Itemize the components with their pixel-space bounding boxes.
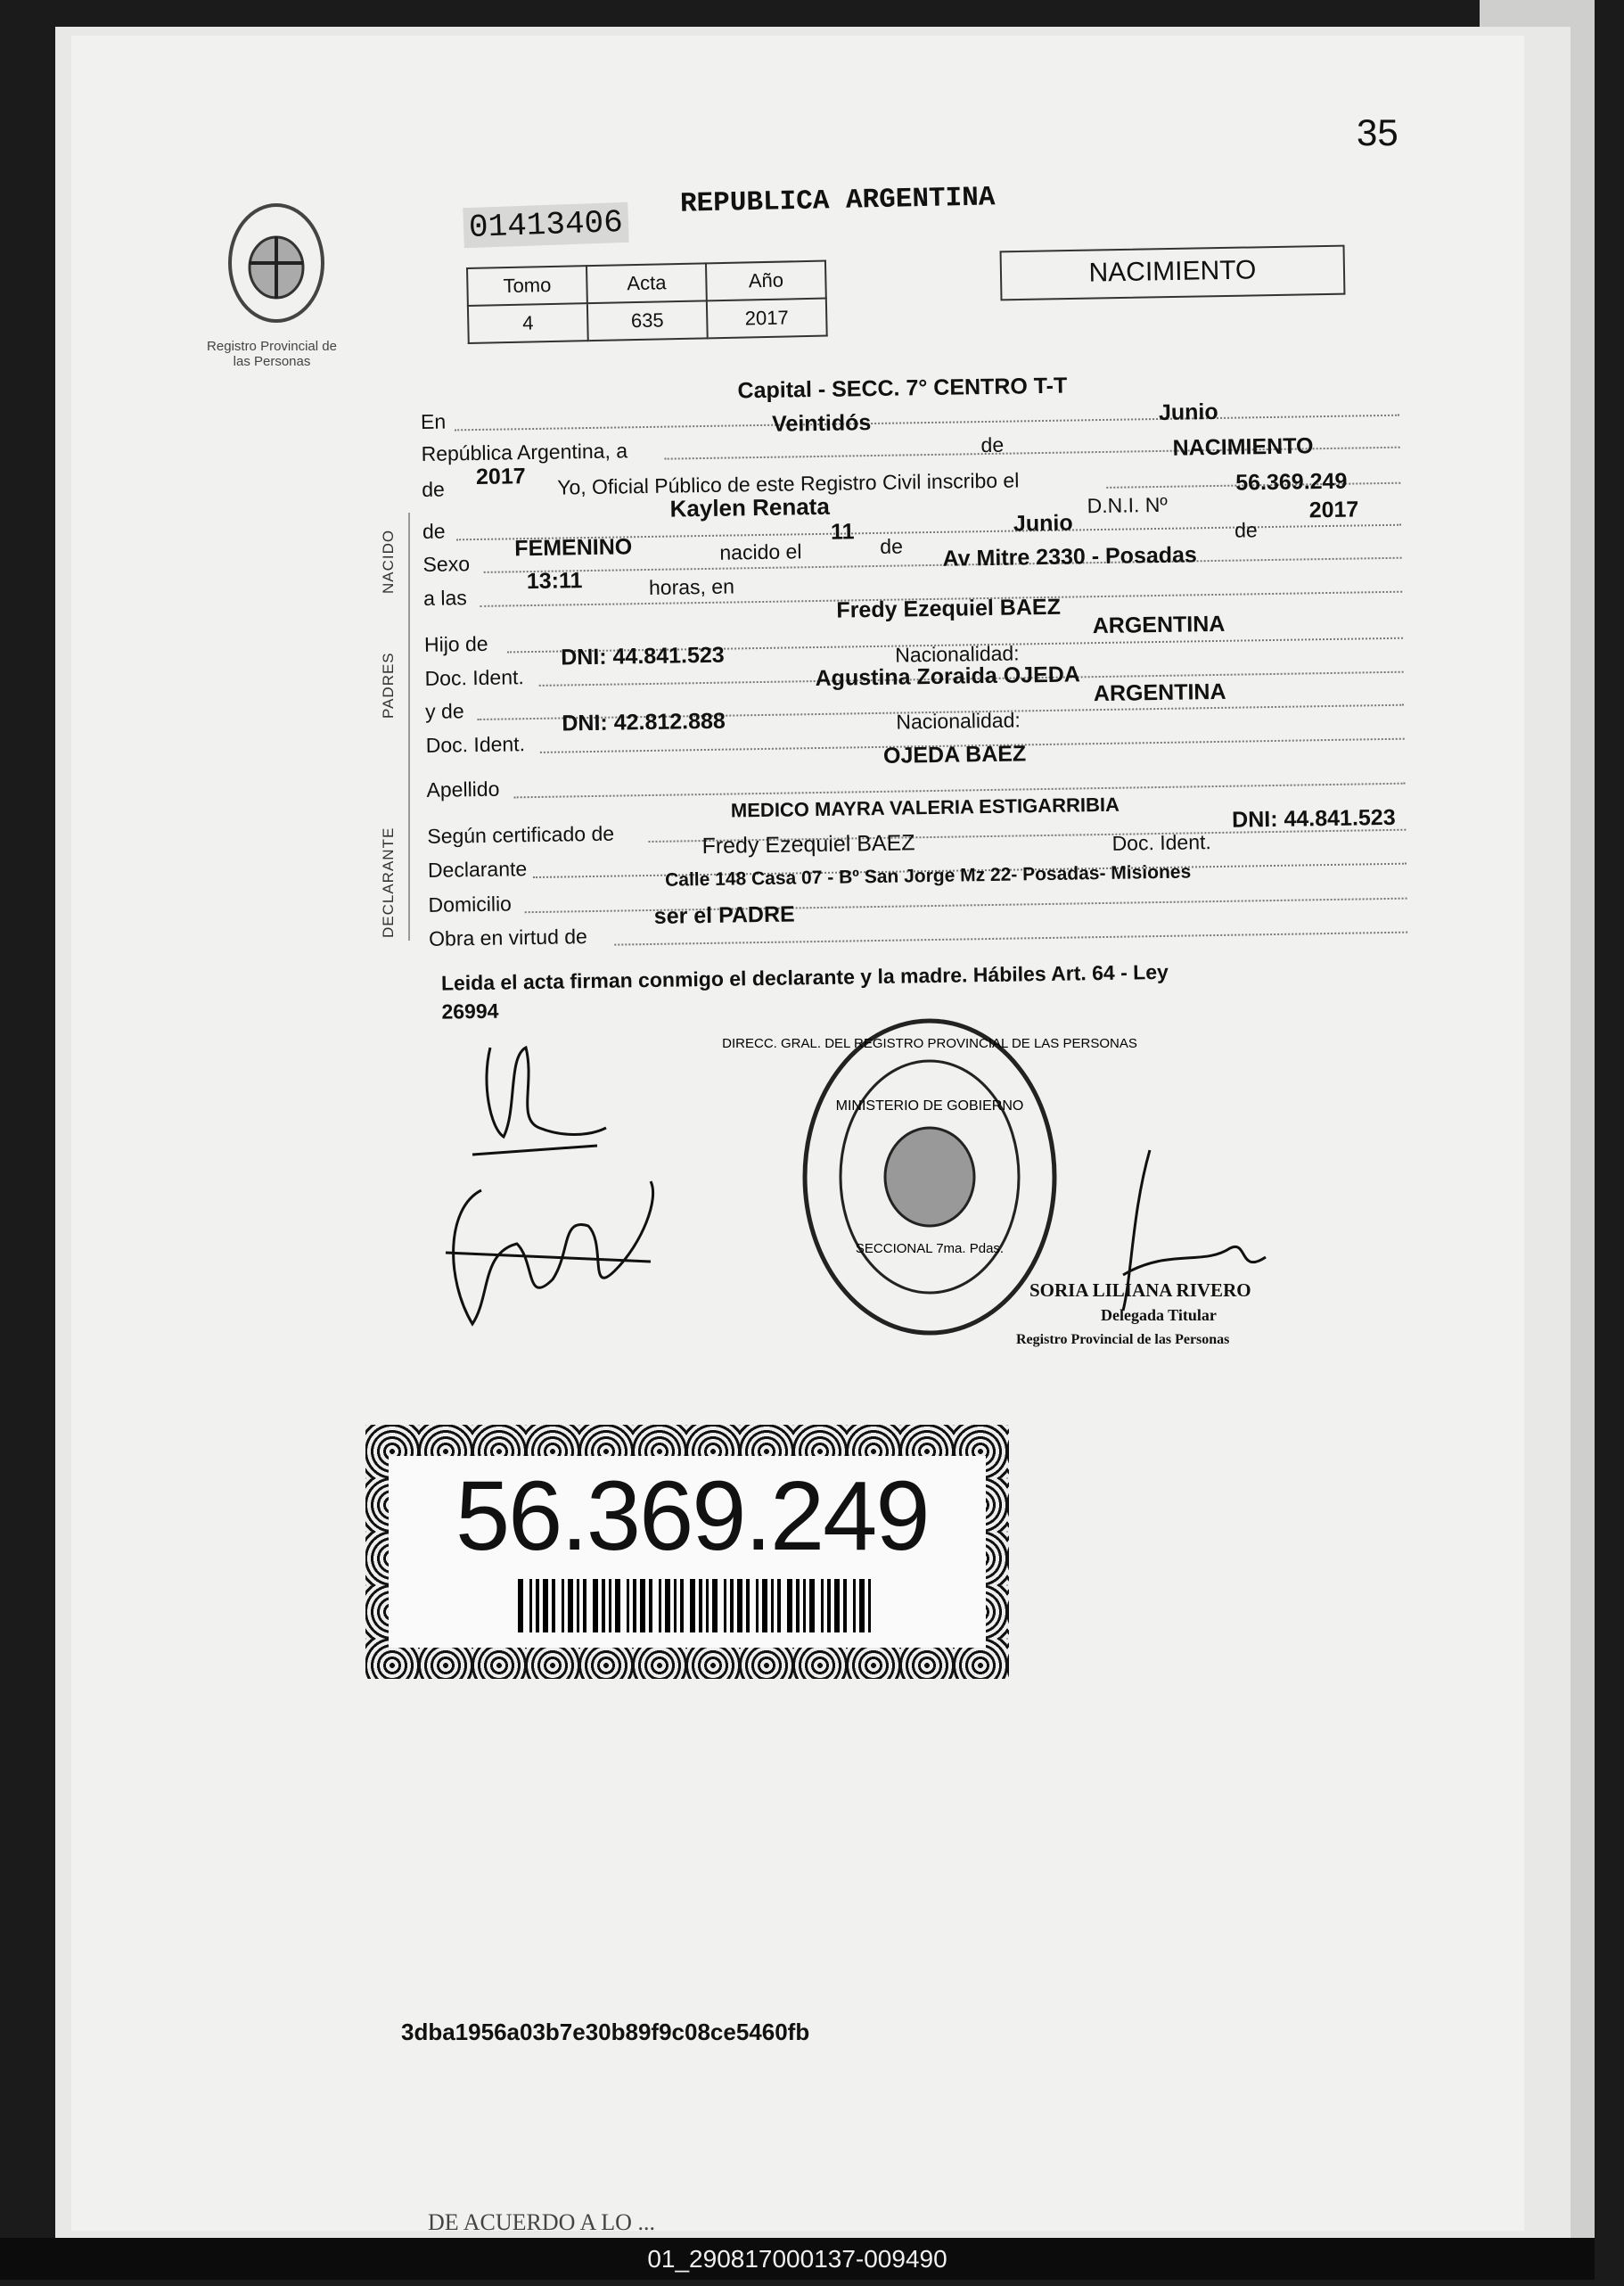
label-apellido: Apellido	[426, 777, 500, 802]
barcode-bar	[730, 1579, 734, 1632]
text-yo-oficial: Yo, Oficial Público de este Registro Civil inscribo el	[557, 468, 1020, 499]
barcode-bar	[680, 1579, 684, 1632]
barcode-bar	[552, 1579, 555, 1632]
barcode-bar	[843, 1579, 847, 1632]
barcode-bar	[609, 1579, 611, 1632]
label-republica: República Argentina, a	[421, 439, 628, 465]
value-child-dni: 56.369.249	[1235, 468, 1348, 496]
closing-statement: Leida el acta firman conmigo el declarante y la madre. Hábiles Art. 64 - Ley	[440, 959, 1169, 995]
barcode-bar	[827, 1579, 831, 1632]
barcode-bar	[543, 1579, 548, 1632]
barcode-icon	[518, 1579, 874, 1632]
dotted-line	[455, 415, 1399, 432]
page-number: 35	[1357, 111, 1398, 153]
label-de: de	[422, 477, 446, 501]
value-birth-month: Junio	[1013, 510, 1073, 537]
registry-name: Registro Provincial de las Personas	[207, 339, 337, 369]
table-cell: 4	[468, 303, 588, 343]
barcode-bar	[699, 1579, 702, 1632]
official-seal-icon	[722, 1012, 1137, 1342]
label-en: En	[420, 409, 447, 433]
barcode-bar	[724, 1579, 726, 1632]
barcode-bar	[633, 1579, 636, 1632]
official-name: SORIA LILIANA RIVERO	[1029, 1279, 1251, 1301]
side-label-padres: PADRES	[380, 652, 397, 719]
barcode-bar	[771, 1579, 774, 1632]
value-mother-nationality: ARGENTINA	[1093, 678, 1226, 707]
label-nacionalidad: Nacionalidad:	[896, 708, 1021, 734]
barcode-bar	[737, 1579, 742, 1632]
label-obra-en-virtud: Obra en virtud de	[428, 925, 588, 950]
barcode-bar	[859, 1579, 865, 1632]
signature-mother-icon	[437, 1172, 686, 1351]
barcode-bar	[834, 1579, 840, 1632]
barcode-plaque	[365, 1425, 1009, 1679]
barcode-bar	[777, 1579, 781, 1632]
barcode-bar	[627, 1579, 629, 1632]
value-apellido: OJEDA BAEZ	[882, 741, 1027, 769]
label-dni: D.N.I. Nº	[1087, 492, 1169, 518]
footer-bar	[0, 2238, 1595, 2280]
barcode-bar	[615, 1579, 620, 1632]
official-title: Delegada Titular	[1101, 1306, 1217, 1324]
value-father-nationality: ARGENTINA	[1092, 611, 1226, 639]
label-segun-certificado: Según certificado de	[427, 821, 615, 848]
value-birth-time: 13:11	[526, 568, 583, 595]
value-declarante: Fredy Ezequiel BAEZ	[701, 830, 915, 859]
bottom-handwritten-note: DE ACUERDO A LO ...	[428, 2209, 655, 2235]
barcode-bar	[787, 1579, 792, 1632]
side-label-declarante: DECLARANTE	[380, 826, 397, 938]
value-sexo: FEMENINO	[514, 534, 633, 562]
barcode-bar	[568, 1579, 573, 1632]
value-birth-year: 2017	[1308, 497, 1359, 523]
table-cell: 2017	[707, 299, 827, 339]
barcode-bar	[809, 1579, 815, 1632]
label-sexo: Sexo	[422, 552, 471, 576]
barcode-bar	[796, 1579, 800, 1632]
barcode-bar	[518, 1579, 523, 1632]
label-declarante: Declarante	[427, 857, 528, 882]
value-certificate-issuer: MEDICO MAYRA VALERIA ESTIGARRIBIA	[730, 793, 1120, 822]
barcode-bar	[762, 1579, 767, 1632]
serial-stamp: 01413406	[463, 202, 628, 248]
label-nacido-el: nacido el	[719, 539, 802, 564]
label-doc-ident: Doc. Ident.	[425, 732, 526, 757]
barcode-bar	[583, 1579, 586, 1632]
table-header: Tomo	[467, 266, 587, 306]
signature-declarant-icon	[455, 1021, 615, 1164]
barcode-bar	[712, 1579, 718, 1632]
value-father-doc: DNI: 44.841.523	[561, 642, 725, 670]
label-y-de: y de	[424, 699, 464, 723]
value-month: Junio	[1158, 399, 1218, 425]
value-birth-place: Av Mitre 2330 - Posadas	[942, 542, 1198, 572]
label-de: de	[980, 432, 1005, 457]
label-nacionalidad: Nacionalidad:	[895, 641, 1020, 667]
value-nacimiento: NACIMIENTO	[1172, 433, 1314, 461]
barcode-bar	[690, 1579, 695, 1632]
barcode-bar	[706, 1579, 709, 1632]
barcode-bar	[821, 1579, 824, 1632]
label-horas-en: horas, en	[648, 574, 735, 599]
barcode-bar	[674, 1579, 677, 1632]
table-header: Acta	[586, 263, 707, 303]
value-mother-doc: DNI: 42.812.888	[562, 708, 726, 736]
barcode-bar	[640, 1579, 645, 1632]
value-year: 2017	[475, 464, 526, 490]
footer-label: 01_290817000137-009490	[647, 2245, 947, 2273]
seal-outer-text: DIRECC. GRAL. DEL REGISTRO PROVINCIAL DE LAS PERSONAS	[722, 1036, 1137, 1051]
barcode-bar	[756, 1579, 759, 1632]
barcode-label	[389, 1456, 986, 1648]
barcode-bar	[853, 1579, 856, 1632]
label-de: de	[422, 519, 446, 543]
act-type-box: NACIMIENTO	[1000, 245, 1346, 301]
table-cell: 635	[587, 300, 708, 341]
value-day: Veintidós	[771, 410, 872, 437]
value-child-name: Kaylen Renata	[669, 492, 831, 522]
value-declarante-doc: DNI: 44.841.523	[1231, 804, 1396, 833]
barcode-bar	[536, 1579, 539, 1632]
label-domicilio: Domicilio	[428, 892, 513, 917]
label-de: de	[880, 534, 904, 558]
country-title: REPUBLICA ARGENTINA	[679, 182, 996, 220]
value-birth-day: 11	[830, 519, 855, 545]
label-doc-ident: Doc. Ident.	[1111, 830, 1211, 855]
side-label-nacido: NACIDO	[380, 529, 397, 594]
table-header: Año	[706, 261, 826, 301]
barcode-bar	[659, 1579, 661, 1632]
closing-statement-law: 26994	[441, 999, 499, 1024]
dotted-line	[614, 932, 1407, 946]
value-mother-name: Agustina Zoraida OJEDA	[815, 662, 1081, 692]
value-place-of-registration: Capital - SECC. 7° CENTRO T-T	[737, 373, 1068, 404]
barcode-bar	[593, 1579, 598, 1632]
seal-bottom-text: SECCIONAL 7ma. Pdas.	[855, 1241, 1005, 1256]
barcode-bar	[577, 1579, 579, 1632]
value-domicilio: Calle 148 Casa 07 - Bº San Jorge Mz 22- Posadas- Misiones	[664, 861, 1192, 891]
barcode-bar	[868, 1579, 871, 1632]
label-a-las: a las	[422, 586, 467, 610]
barcode-bar	[529, 1579, 532, 1632]
barcode-bar	[665, 1579, 670, 1632]
value-father-name: Fredy Ezequiel BAEZ	[836, 594, 1062, 623]
label-doc-ident: Doc. Ident.	[424, 665, 524, 690]
document-hash: 3dba1956a03b7e30b89f9c08ce5460fb	[401, 2019, 810, 2045]
barcode-bar	[746, 1579, 750, 1632]
barcode-bar	[562, 1579, 564, 1632]
seal-inner-text: MINISTERIO DE GOBIERNO	[835, 1098, 1024, 1114]
label-hijo-de: Hijo de	[423, 631, 488, 656]
official-office: Registro Provincial de las Personas	[1016, 1332, 1230, 1347]
label-de: de	[1234, 518, 1258, 542]
value-obra: ser el PADRE	[653, 901, 795, 929]
barcode-bar	[803, 1579, 806, 1632]
barcode-bar	[602, 1579, 605, 1632]
barcode-bar	[649, 1579, 652, 1632]
barcode-number: 56.369.249	[455, 1461, 929, 1571]
